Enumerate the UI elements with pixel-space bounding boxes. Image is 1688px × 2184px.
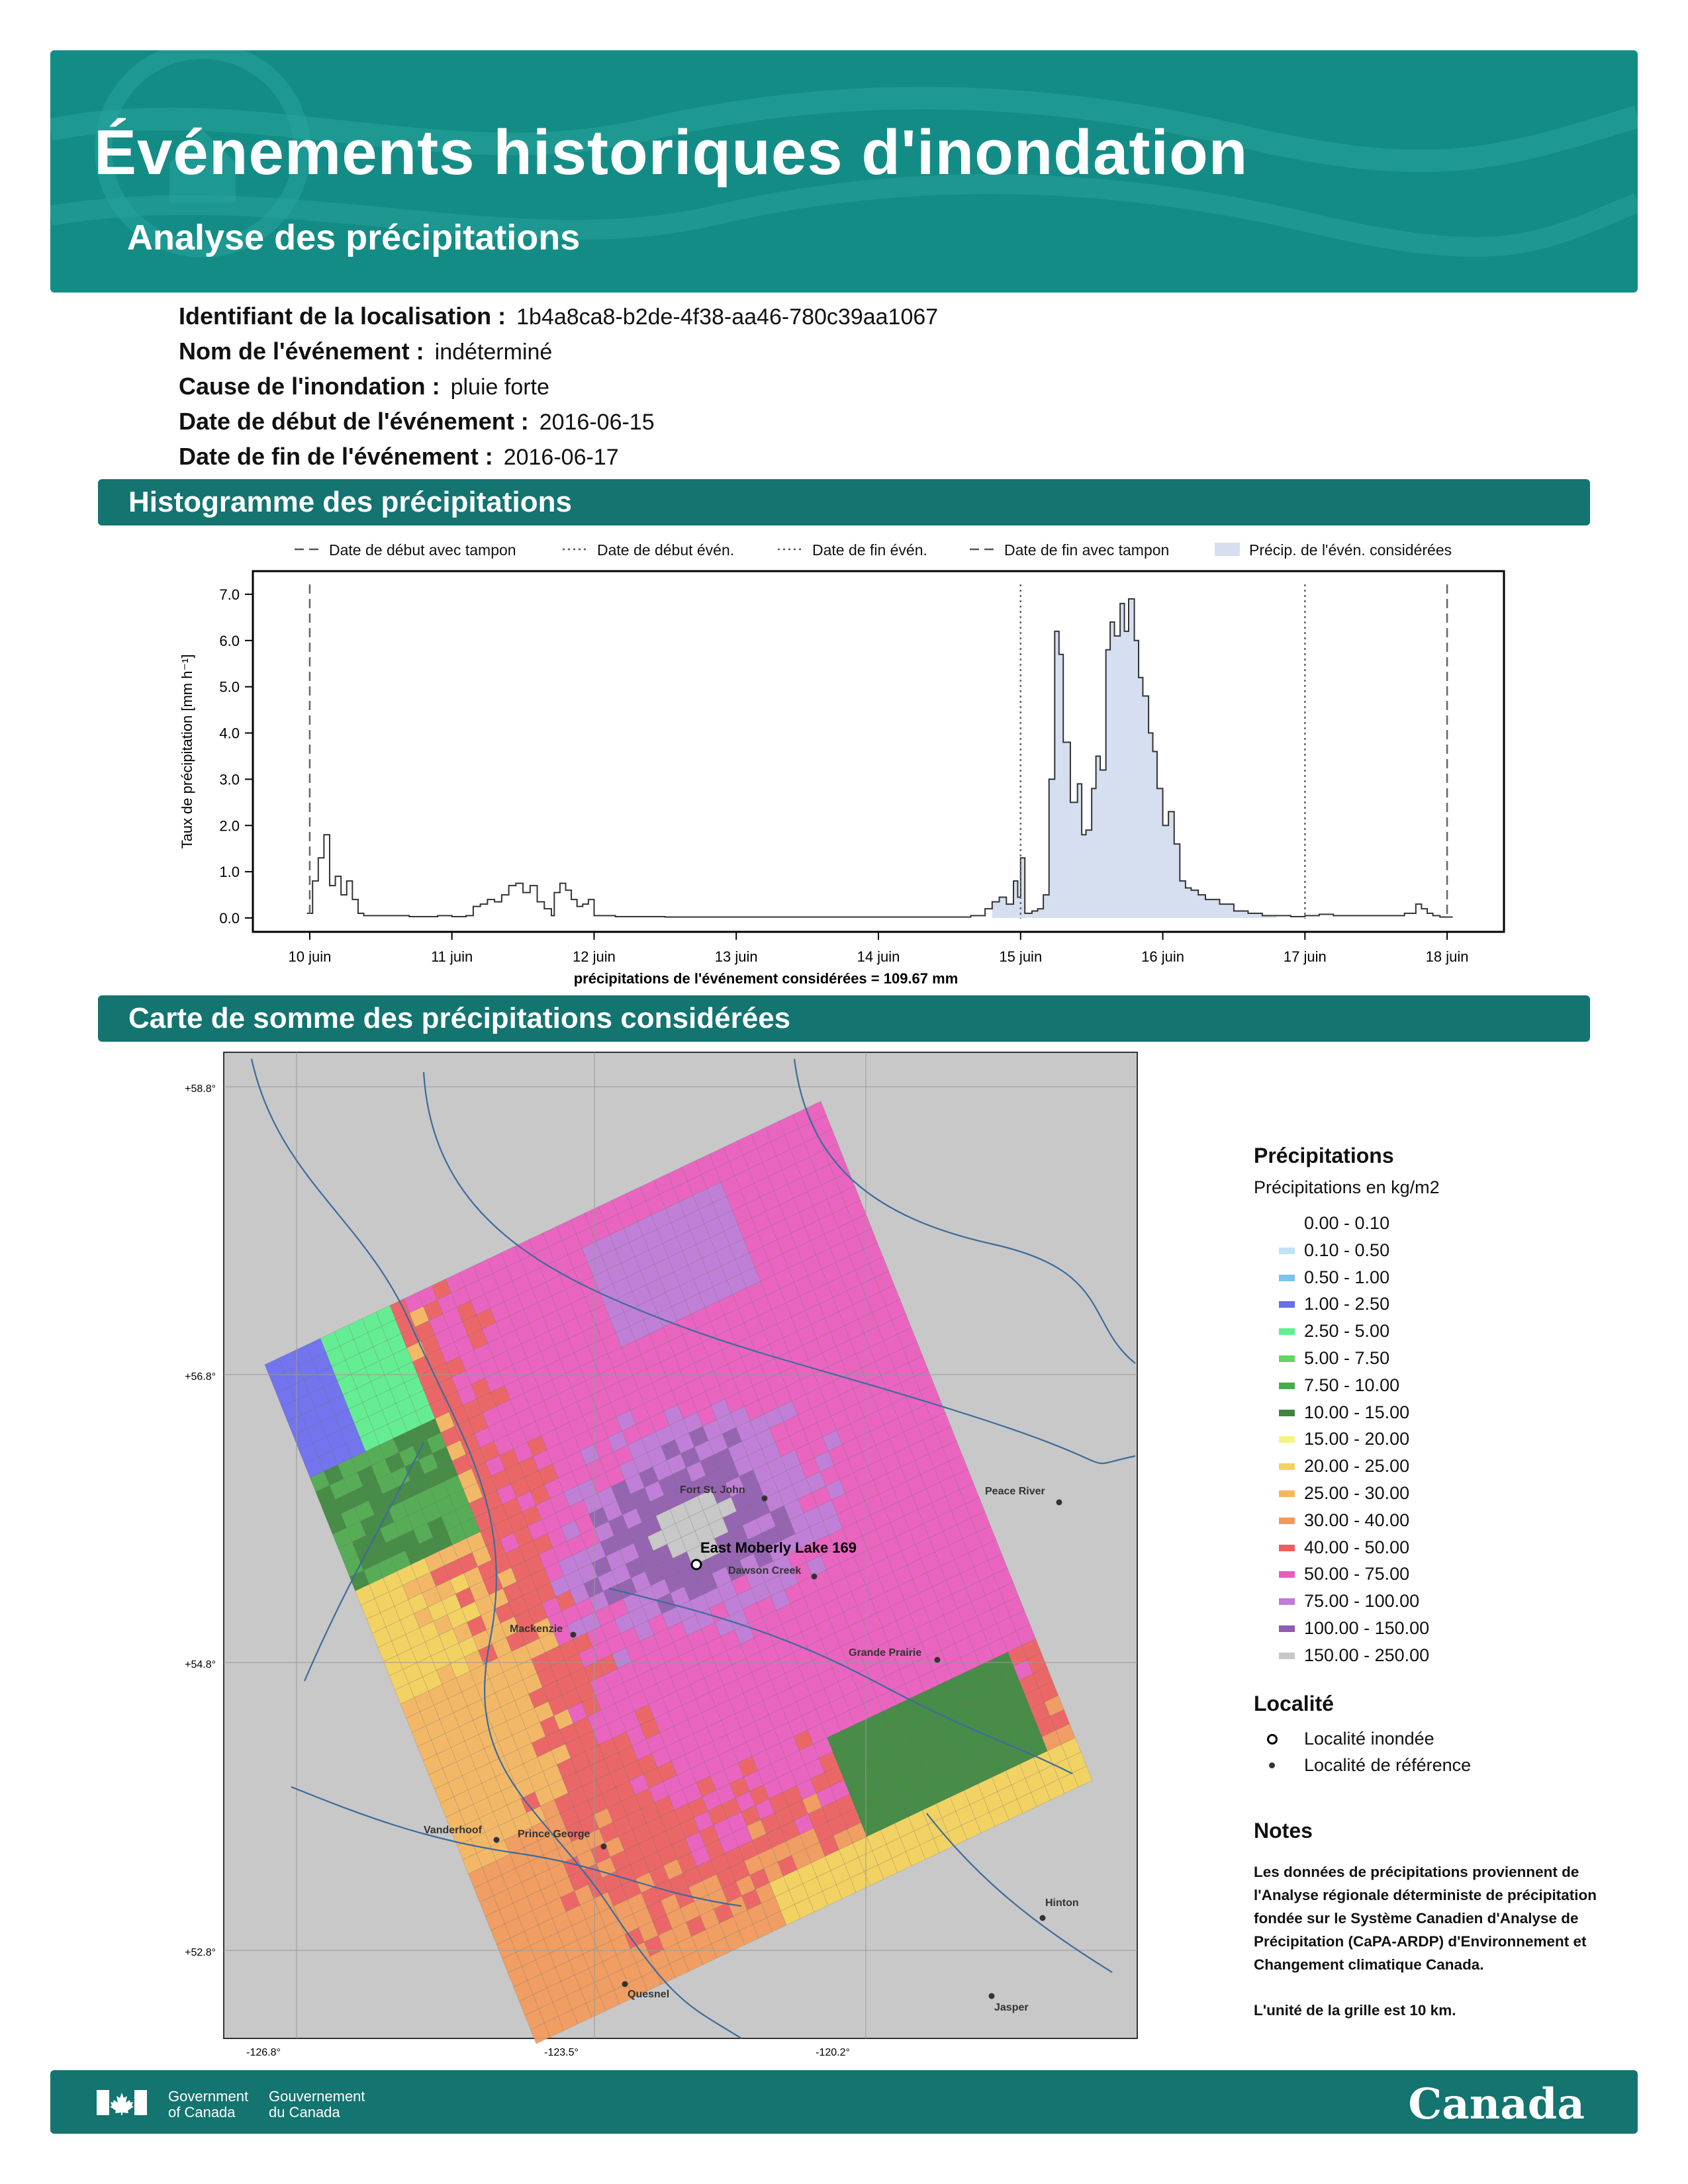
legend-title: Précipitations <box>1254 1144 1394 1167</box>
legend-class-label: 0.10 - 0.50 <box>1304 1240 1390 1260</box>
open-circle-icon <box>1267 1734 1278 1745</box>
lat-label: +52.8° <box>185 1947 216 1958</box>
reference-locality-dot <box>1056 1500 1062 1506</box>
legend-swatch <box>1279 1328 1295 1335</box>
info-row-location-id: Identifiant de la localisation : 1b4a8ca8-b2de-4f38-aa46-780c39aa1067 <box>179 302 939 330</box>
footer <box>50 2070 1638 2134</box>
reference-locality-dot <box>622 1981 628 1987</box>
flooded-locality-label: East Moberly Lake 169 <box>700 1539 857 1556</box>
notes-text-source: Les données de précipitations proviennent de l'Analyse régionale déterministe de précipitation fondée sur le Système Canadien d'Analyse de Précipitation (CaPA-ARDP) d'Environnement et Changement climatique Canada. <box>1254 1864 1597 1973</box>
legend-swatch <box>1279 1518 1295 1524</box>
legend-class <box>1254 1615 1471 1642</box>
legend-class-label: 20.00 - 25.00 <box>1304 1456 1410 1477</box>
legend-swatch <box>1279 1410 1295 1416</box>
legend-entry: Date de début avec tampon <box>329 541 516 559</box>
legend-class-label: 0.50 - 1.00 <box>1304 1267 1390 1287</box>
info-row-event-name: Nom de l'événement : indéterminé <box>179 338 553 365</box>
legend-class-label: 50.00 - 75.00 <box>1304 1564 1410 1584</box>
reference-locality-label: Jasper <box>994 2002 1029 2013</box>
x-tick-label: 17 juin <box>1283 948 1327 965</box>
legend-area-key <box>1215 543 1240 556</box>
legend-class <box>1254 1642 1471 1669</box>
legend-class-label: 30.00 - 40.00 <box>1304 1510 1410 1530</box>
reference-locality-label: Vanderhoof <box>424 1825 483 1836</box>
lat-label: +54.8° <box>185 1659 216 1670</box>
info-row-end-date: Date de fin de l'événement : 2016-06-17 <box>179 443 619 470</box>
legend-class <box>1254 1426 1471 1453</box>
y-axis-label: Taux de précipitation [mm h⁻¹] <box>179 654 195 849</box>
reference-locality-dot <box>762 1496 768 1502</box>
legend-class <box>1254 1453 1471 1480</box>
x-tick-label: 12 juin <box>573 948 616 965</box>
reference-locality-label: Mackenzie <box>510 1623 563 1635</box>
notes-text-grid: L'unité de la grille est 10 km. <box>1254 2002 1456 2019</box>
precip-series-line <box>307 599 1453 917</box>
legend-swatch <box>1279 1625 1295 1632</box>
legend-class <box>1254 1372 1471 1399</box>
legend-class <box>1254 1588 1471 1615</box>
info-row-start-date: Date de début de l'événement : 2016-06-15 <box>179 408 655 435</box>
reference-locality-dot <box>1040 1915 1046 1921</box>
legend-swatch <box>1279 1653 1295 1659</box>
reference-locality-label: Peace River <box>985 1486 1045 1497</box>
legend-swatch <box>1279 1355 1295 1362</box>
considered-precip-area <box>992 599 1277 918</box>
lon-label: -120.2° <box>816 2047 850 2058</box>
legend-swatch <box>1279 1301 1295 1308</box>
legend-class-label: 25.00 - 30.00 <box>1304 1482 1410 1503</box>
page-subtitle: Analyse des précipitations <box>127 218 581 257</box>
legend-class <box>1254 1480 1471 1507</box>
legend-class-label: 15.00 - 20.00 <box>1304 1429 1410 1449</box>
legend-class-label: 100.00 - 150.00 <box>1304 1617 1430 1638</box>
legend-entry: Date de fin évén. <box>812 541 927 559</box>
legend-class <box>1254 1534 1471 1561</box>
precipitation-histogram <box>159 529 1529 993</box>
reference-locality-dot <box>812 1574 818 1580</box>
plot-frame <box>253 571 1504 932</box>
legend-class-label: 75.00 - 100.00 <box>1304 1591 1420 1612</box>
x-tick-label: 14 juin <box>857 948 900 965</box>
legend-swatch <box>1279 1545 1295 1551</box>
reference-locality-label: Prince George <box>518 1829 590 1840</box>
header-banner <box>50 50 1638 293</box>
legend-entry: Date de fin avec tampon <box>1004 541 1170 559</box>
legend-class-label: 40.00 - 50.00 <box>1304 1537 1410 1557</box>
event-info <box>179 299 938 475</box>
legend-entry: Date de début évén. <box>597 541 735 559</box>
legend-locality-title: Localité <box>1254 1691 1334 1715</box>
legend-swatch <box>1279 1490 1295 1497</box>
y-tick-label: 3.0 <box>219 771 240 788</box>
legend-swatch <box>1279 1571 1295 1578</box>
legend-swatch <box>1279 1383 1295 1389</box>
legend-class <box>1254 1399 1471 1426</box>
legend-subtitle: Précipitations en kg/m2 <box>1254 1177 1440 1197</box>
legend-class-label: 7.50 - 10.00 <box>1304 1375 1400 1395</box>
reference-locality-dot <box>494 1837 500 1843</box>
x-tick-label: 15 juin <box>999 948 1043 965</box>
legend-flooded: Localité inondée <box>1254 1725 1471 1752</box>
reference-locality-label: Dawson Creek <box>728 1565 802 1576</box>
legend-class-label: 2.50 - 5.00 <box>1304 1321 1390 1342</box>
flooded-locality-marker <box>692 1560 701 1569</box>
reference-locality-dot <box>989 1993 995 1999</box>
y-tick-label: 0.0 <box>219 910 240 927</box>
canada-wordmark: Canada <box>1408 2079 1585 2129</box>
y-tick-label: 2.0 <box>219 817 240 835</box>
canada-flag-icon <box>97 2090 147 2115</box>
reference-locality-label: Quesnel <box>628 1989 670 2000</box>
y-tick-label: 4.0 <box>219 725 240 742</box>
government-of-canada-fr: Gouvernement du Canada <box>269 2088 365 2120</box>
reference-locality-dot <box>571 1632 577 1638</box>
filled-dot-icon <box>1269 1762 1275 1768</box>
y-tick-label: 1.0 <box>219 864 240 881</box>
legend-class-label: 0.00 - 0.10 <box>1304 1213 1390 1233</box>
reference-locality-dot <box>601 1844 607 1850</box>
reference-locality-label: Hinton <box>1045 1897 1079 1909</box>
page-title: Événements historiques d'inondation <box>94 117 1248 188</box>
legend-swatch <box>1279 1275 1295 1281</box>
x-tick-label: 10 juin <box>288 948 332 965</box>
lon-label: -123.5° <box>544 2047 579 2058</box>
legend-class <box>1254 1291 1471 1318</box>
notes-title: Notes <box>1254 1819 1313 1843</box>
y-tick-label: 7.0 <box>219 586 240 603</box>
government-of-canada-en: Government of Canada <box>168 2088 249 2120</box>
y-tick-label: 6.0 <box>219 632 240 649</box>
section-header-histogram: Histogramme des précipitations <box>98 479 1590 525</box>
lat-label: +56.8° <box>185 1371 216 1383</box>
reference-locality-dot <box>935 1657 941 1663</box>
legend-swatch <box>1279 1598 1295 1605</box>
x-tick-label: 11 juin <box>431 948 473 965</box>
legend-swatch <box>1279 1220 1295 1227</box>
reference-locality-label: Fort St. John <box>680 1484 745 1496</box>
x-tick-label: 18 juin <box>1425 948 1469 965</box>
legend-class-label: 5.00 - 7.50 <box>1304 1347 1390 1368</box>
x-axis-label: précipitations de l'événement considérées = 109.67 mm <box>573 970 959 987</box>
legend-class-label: 150.00 - 250.00 <box>1304 1645 1430 1665</box>
legend-class <box>1254 1561 1471 1588</box>
precipitation-sum-map <box>146 1046 1165 2058</box>
notes <box>1254 1819 1598 2044</box>
x-tick-label: 13 juin <box>714 948 758 965</box>
section-header-map: Carte de somme des précipitations considérées <box>98 995 1590 1042</box>
y-tick-label: 5.0 <box>219 678 240 696</box>
legend-swatch <box>1279 1436 1295 1443</box>
legend-class <box>1254 1237 1471 1264</box>
legend-class <box>1254 1318 1471 1345</box>
lon-label: -126.8° <box>246 2047 281 2058</box>
lat-label: +58.8° <box>185 1083 216 1095</box>
info-row-flood-cause: Cause de l'inondation : pluie forte <box>179 373 549 400</box>
legend-class <box>1254 1210 1471 1237</box>
legend-class <box>1254 1507 1471 1534</box>
legend-entry: Précip. de l'évén. considérées <box>1249 541 1452 559</box>
legend-class <box>1254 1345 1471 1372</box>
legend-class-label: 10.00 - 15.00 <box>1304 1402 1410 1422</box>
legend-reference: Localité de référence <box>1254 1752 1471 1778</box>
reference-locality-label: Grande Prairie <box>849 1647 922 1659</box>
legend-swatch <box>1279 1463 1295 1470</box>
legend-class-label: 1.00 - 2.50 <box>1304 1294 1390 1314</box>
legend-class <box>1254 1264 1471 1291</box>
x-tick-label: 16 juin <box>1141 948 1184 965</box>
chart-legend <box>295 541 1452 559</box>
map-legend <box>1254 1144 1471 1778</box>
legend-swatch <box>1279 1248 1295 1254</box>
